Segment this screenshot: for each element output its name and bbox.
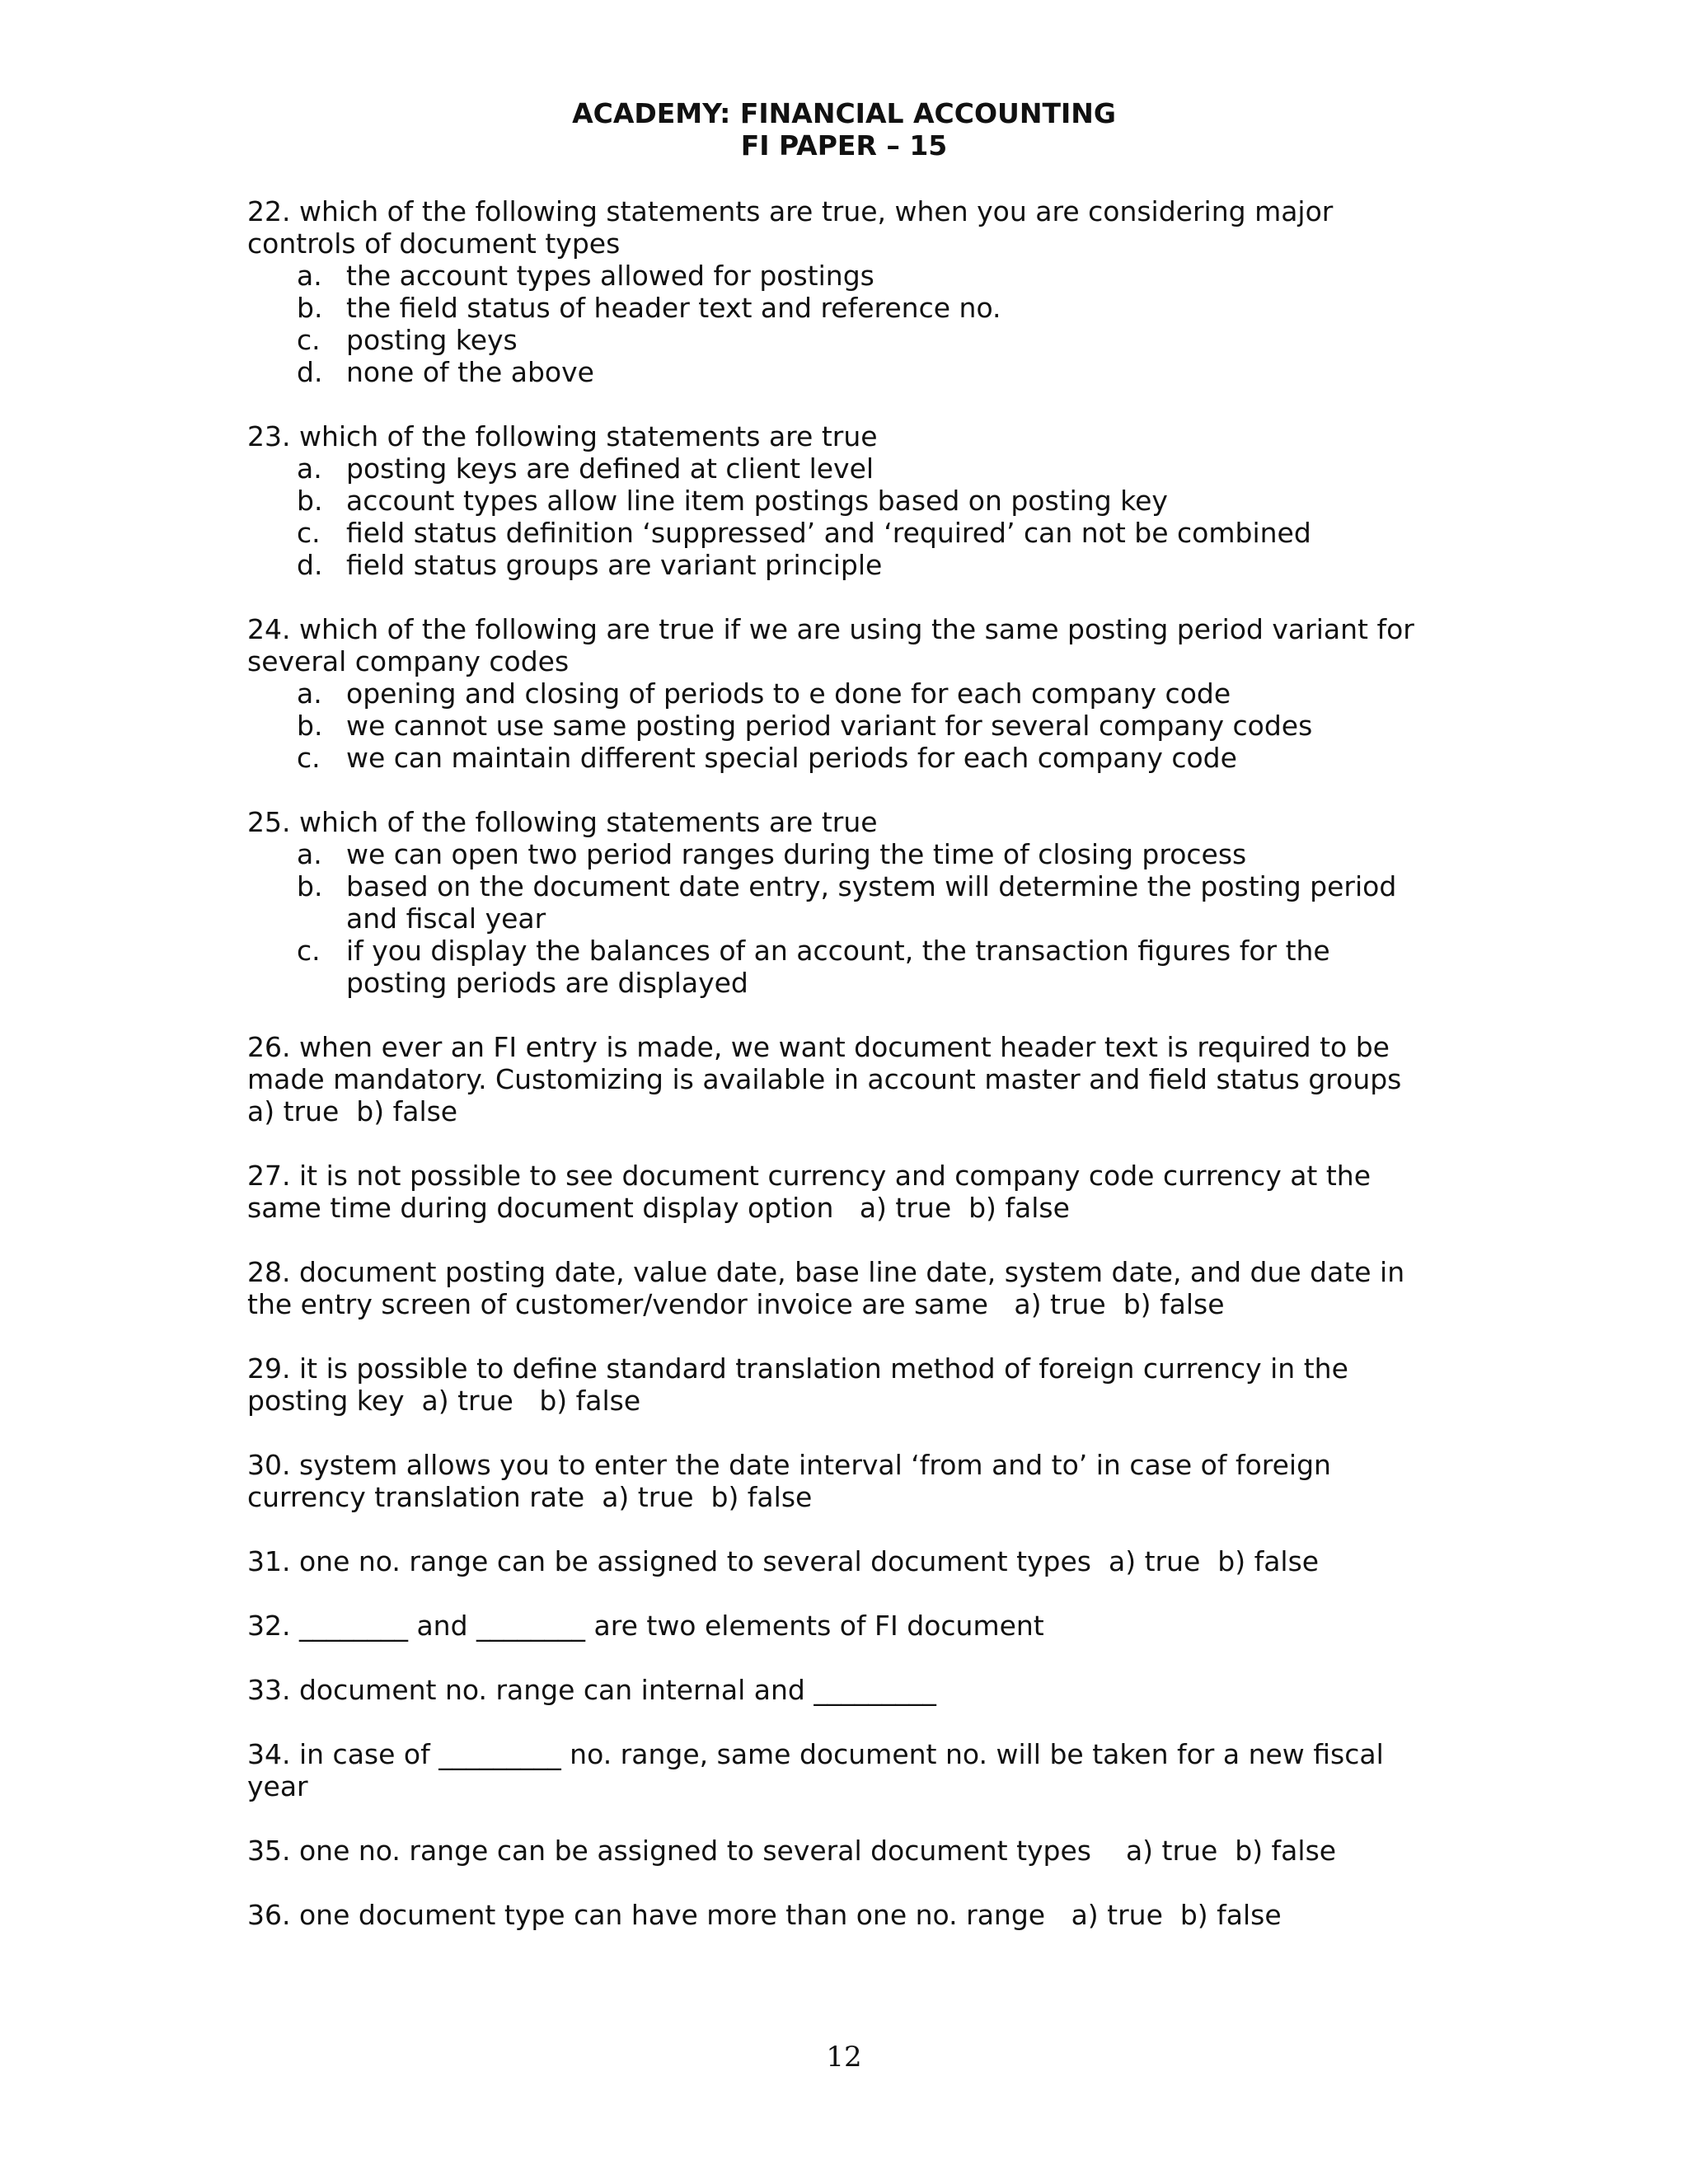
question-item xyxy=(247,806,1459,999)
option-letter: b. xyxy=(297,870,323,902)
question-text: 27. it is not possible to see document currency and company code currency at the same time during document display option a) true b) false xyxy=(247,1160,1372,1224)
question-item xyxy=(247,1160,1459,1224)
question-text: 25. which of the following statements are true xyxy=(247,806,878,838)
option-text: we cannot use same posting period variant for several company codes xyxy=(346,710,1313,742)
option-text: posting keys are defined at client level xyxy=(346,452,874,485)
question-text: 36. one document type can have more than one no. range a) true b) false xyxy=(247,1899,1282,1931)
question-item xyxy=(247,1352,1459,1417)
option-letter: a. xyxy=(297,838,322,870)
option-item xyxy=(247,356,1459,388)
option-item xyxy=(247,549,1459,581)
option-item xyxy=(247,742,1459,774)
option-text: the account types allowed for postings xyxy=(346,260,874,292)
option-list xyxy=(247,452,1459,581)
option-item xyxy=(247,677,1459,710)
option-letter: b. xyxy=(297,292,323,324)
question-text: 22. which of the following statements are true, when you are considering major controls of document types xyxy=(247,195,1334,260)
page-header xyxy=(0,97,1688,162)
question-text: 30. system allows you to enter the date interval ‘from and to’ in case of foreign currency translation rate a) true b) false xyxy=(247,1449,1331,1513)
option-letter: c. xyxy=(297,742,321,774)
question-item xyxy=(247,1674,1459,1706)
question-item xyxy=(247,1449,1459,1513)
option-item xyxy=(247,838,1459,870)
option-item xyxy=(247,870,1459,935)
option-item xyxy=(247,485,1459,517)
option-item xyxy=(247,452,1459,485)
question-list xyxy=(247,195,1459,1963)
option-letter: c. xyxy=(297,935,321,967)
option-letter: c. xyxy=(297,517,321,549)
option-text: none of the above xyxy=(346,356,594,388)
option-text: we can open two period ranges during the time of closing process xyxy=(346,838,1247,870)
question-item xyxy=(247,420,1459,581)
option-text: field status definition ‘suppressed’ and ‘required’ can not be combined xyxy=(346,517,1311,549)
option-item xyxy=(247,292,1459,324)
option-text: we can maintain different special periods for each company code xyxy=(346,742,1237,774)
question-text: 23. which of the following statements are true xyxy=(247,420,878,452)
option-text: based on the document date entry, system will determine the posting period and fiscal year xyxy=(346,870,1397,935)
option-item xyxy=(247,260,1459,292)
option-item xyxy=(247,324,1459,356)
option-letter: c. xyxy=(297,324,321,356)
question-item xyxy=(247,1610,1459,1642)
option-text: opening and closing of periods to e done for each company code xyxy=(346,677,1231,710)
option-item xyxy=(247,710,1459,742)
question-item xyxy=(247,613,1459,774)
option-letter: a. xyxy=(297,677,322,710)
question-item xyxy=(247,1256,1459,1320)
document-title: ACADEMY: FINANCIAL ACCOUNTING xyxy=(572,97,1116,129)
option-item xyxy=(247,935,1459,999)
option-letter: d. xyxy=(297,356,323,388)
option-letter: d. xyxy=(297,549,323,581)
question-item xyxy=(247,1899,1459,1931)
question-text: 24. which of the following are true if we are using the same posting period variant for several company codes xyxy=(247,613,1414,677)
option-text: field status groups are variant principle xyxy=(346,549,883,581)
question-item xyxy=(247,1738,1459,1802)
question-text: 34. in case of _________ no. range, same document no. will be taken for a new fiscal year xyxy=(247,1738,1384,1802)
option-text: the field status of header text and reference no. xyxy=(346,292,1001,324)
question-item xyxy=(247,1545,1459,1577)
option-item xyxy=(247,517,1459,549)
question-text: 35. one no. range can be assigned to several document types a) true b) false xyxy=(247,1835,1337,1867)
option-letter: b. xyxy=(297,710,323,742)
question-item xyxy=(247,195,1459,388)
option-list xyxy=(247,260,1459,388)
question-text: 33. document no. range can internal and _________ xyxy=(247,1674,936,1706)
page-number: 12 xyxy=(826,2041,862,2074)
question-text: 32. ________ and ________ are two elements of FI document xyxy=(247,1610,1044,1642)
option-list xyxy=(247,838,1459,999)
question-text: 31. one no. range can be assigned to several document types a) true b) false xyxy=(247,1545,1320,1577)
option-text: if you display the balances of an account, the transaction figures for the posting periods are displayed xyxy=(346,935,1330,999)
option-text: posting keys xyxy=(346,324,518,356)
question-text: 26. when ever an FI entry is made, we want document header text is required to be made mandatory. Customizing is available in account master and field status groups a) true b) false xyxy=(247,1031,1402,1127)
option-letter: a. xyxy=(297,260,322,292)
option-list xyxy=(247,677,1459,774)
question-text: 28. document posting date, value date, base line date, system date, and due date in the entry screen of customer/vendor invoice are same a) true b) false xyxy=(247,1256,1405,1320)
option-text: account types allow line item postings based on posting key xyxy=(346,485,1168,517)
paper-title: FI PAPER – 15 xyxy=(740,129,948,162)
option-letter: a. xyxy=(297,452,322,485)
option-letter: b. xyxy=(297,485,323,517)
question-item xyxy=(247,1031,1459,1127)
question-item xyxy=(247,1835,1459,1867)
question-text: 29. it is possible to define standard translation method of foreign currency in the posting key a) true b) false xyxy=(247,1352,1348,1417)
